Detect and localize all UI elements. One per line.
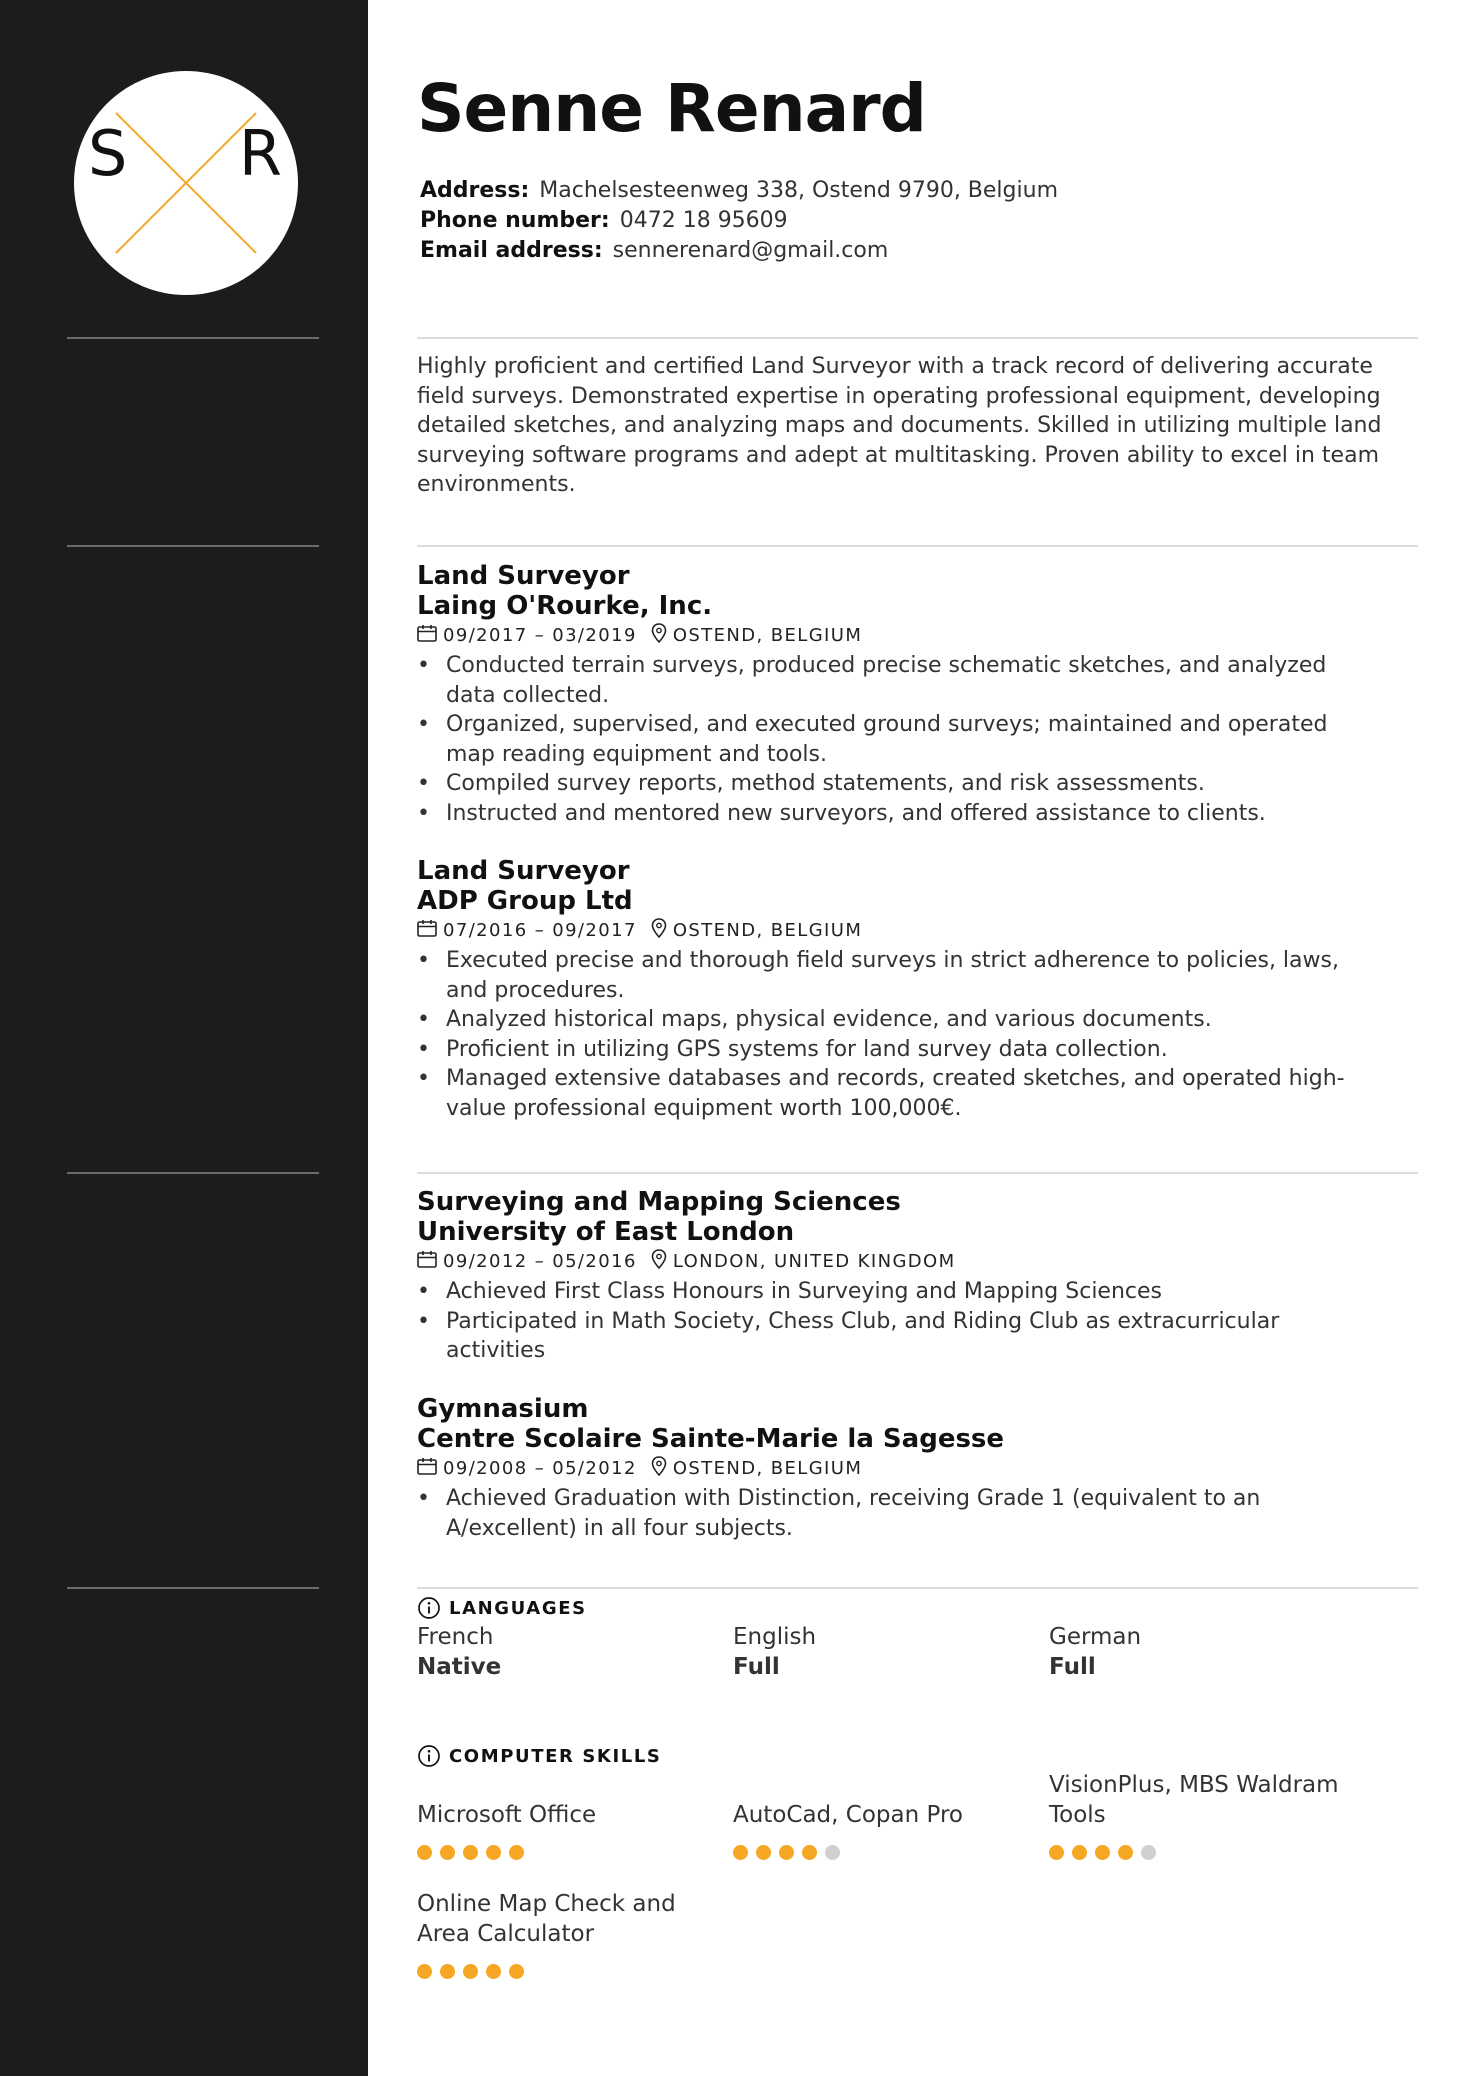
rating-dot-empty — [1141, 1845, 1156, 1860]
skill-name: Online Map Check and Area Calculator — [417, 1891, 676, 1947]
rating-dot-filled — [463, 1845, 478, 1860]
rating-dot-filled — [486, 1845, 501, 1860]
bullet-item: • Managed extensive databases and records, created sketches, and operated high-value professional equipment worth 100,000€. — [417, 1064, 1377, 1123]
profile-summary: Highly proficient and certified Land Surveyor with a track record of delivering accurate field surveys. Demonstrated expertise in operating professional equipment, developing detailed sketches, and analyzing maps and documents. Skilled in utilizing multiple land surveying software programs and adept at multitasking. Proven ability to excel in team environments. — [417, 354, 1382, 498]
location-pin-icon — [651, 1249, 667, 1274]
languages-heading — [417, 1596, 587, 1620]
entry-location: OSTEND, BELGIUM — [672, 624, 863, 646]
calendar-icon — [417, 919, 437, 942]
skill-rating — [417, 1845, 524, 1860]
school-name: University of East London — [417, 1217, 795, 1247]
degree-title: Gymnasium — [417, 1394, 589, 1424]
sidebar-divider — [67, 1172, 319, 1174]
computer-skills-heading — [417, 1744, 661, 1768]
rating-dot-filled — [779, 1845, 794, 1860]
sidebar — [0, 0, 368, 2076]
rating-dot-filled — [417, 1964, 432, 1979]
info-circle-icon — [417, 1744, 441, 1768]
sidebar-divider — [67, 545, 319, 547]
entry-location: LONDON, UNITED KINGDOM — [672, 1250, 956, 1272]
school-name: Centre Scolaire Sainte-Marie la Sagesse — [417, 1424, 1005, 1454]
section-divider — [417, 1587, 1418, 1589]
contact-address — [420, 176, 1058, 206]
contact-label: Address: — [420, 178, 530, 203]
entry-meta — [417, 621, 1418, 649]
contact-info — [420, 176, 1058, 266]
entry-dates: 09/2008 – 05/2012 — [443, 1457, 637, 1479]
employer-name: Laing O'Rourke, Inc. — [417, 591, 713, 621]
entry-meta — [417, 1454, 1418, 1482]
contact-value: sennerenard@gmail.com — [612, 238, 889, 263]
rating-dot-filled — [509, 1964, 524, 1979]
bullet-list — [417, 1484, 1418, 1543]
entry-meta — [417, 1247, 1418, 1275]
candidate-name: Senne Renard — [417, 70, 926, 147]
entry-meta — [417, 916, 1418, 944]
rating-dot-filled — [440, 1845, 455, 1860]
contact-email — [420, 236, 1058, 266]
skill-name: Microsoft Office — [417, 1802, 597, 1828]
rating-dot-filled — [1072, 1845, 1087, 1860]
bullet-item: • Analyzed historical maps, physical evidence, and various documents. — [417, 1005, 1377, 1035]
section-divider — [417, 545, 1418, 547]
computer-skill-item — [417, 1889, 717, 1949]
skill-rating — [733, 1845, 840, 1860]
computer-skill-item — [733, 1800, 1033, 1830]
monogram-last-initial: R — [238, 117, 282, 190]
language-name: English — [733, 1624, 817, 1650]
calendar-icon — [417, 624, 437, 647]
skill-name: AutoCad, Copan Pro — [733, 1802, 963, 1828]
rating-dot-filled — [756, 1845, 771, 1860]
rating-dot-filled — [486, 1964, 501, 1979]
calendar-icon — [417, 1250, 437, 1273]
contact-label: Phone number: — [420, 208, 610, 233]
entry-location: OSTEND, BELGIUM — [672, 1457, 863, 1479]
bullet-item: • Compiled survey reports, method statements, and risk assessments. — [417, 769, 1377, 799]
bullet-item: • Instructed and mentored new surveyors, and offered assistance to clients. — [417, 799, 1377, 829]
bullet-item: • Conducted terrain surveys, produced precise schematic sketches, and analyzed data collected. — [417, 651, 1377, 710]
education-entry — [417, 1187, 1418, 1366]
bullet-list — [417, 946, 1418, 1124]
bullet-list — [417, 651, 1418, 829]
entry-dates: 09/2017 – 03/2019 — [443, 624, 637, 646]
bullet-item: • Proficient in utilizing GPS systems for land survey data collection. — [417, 1035, 1377, 1065]
rating-dot-filled — [417, 1845, 432, 1860]
language-item — [1049, 1622, 1349, 1682]
section-divider — [417, 337, 1418, 339]
location-pin-icon — [651, 623, 667, 648]
calendar-icon — [417, 1457, 437, 1480]
rating-dot-filled — [802, 1845, 817, 1860]
languages-heading-label: LANGUAGES — [449, 1597, 587, 1619]
bullet-item: • Participated in Math Society, Chess Club, and Riding Club as extracurricular activities — [417, 1307, 1377, 1366]
contact-phone — [420, 206, 1058, 236]
bullet-item: • Achieved Graduation with Distinction, receiving Grade 1 (equivalent to an A/excellent) in all four subjects. — [417, 1484, 1377, 1543]
employer-name: ADP Group Ltd — [417, 886, 633, 916]
computer-skill-item — [1049, 1770, 1349, 1830]
bullet-item: • Organized, supervised, and executed ground surveys; maintained and operated map reading equipment and tools. — [417, 710, 1377, 769]
bullet-item: • Achieved First Class Honours in Surveying and Mapping Sciences — [417, 1277, 1377, 1307]
computer-skills-heading-label: COMPUTER SKILLS — [449, 1745, 662, 1767]
language-item — [733, 1622, 1033, 1682]
degree-title: Surveying and Mapping Sciences — [417, 1187, 901, 1217]
skill-rating — [417, 1964, 524, 1979]
rating-dot-filled — [509, 1845, 524, 1860]
education-entry — [417, 1394, 1418, 1543]
work-entry — [417, 561, 1418, 829]
language-level: Full — [1049, 1654, 1096, 1680]
location-pin-icon — [651, 918, 667, 943]
contact-label: Email address: — [420, 238, 603, 263]
sidebar-divider — [67, 1587, 319, 1589]
contact-value: 0472 18 95609 — [619, 208, 788, 233]
monogram-first-initial: S — [88, 117, 128, 190]
monogram-avatar — [74, 71, 298, 295]
language-name: French — [417, 1624, 494, 1650]
work-entry — [417, 856, 1418, 1124]
entry-dates: 07/2016 – 09/2017 — [443, 919, 637, 941]
entry-location: OSTEND, BELGIUM — [672, 919, 863, 941]
rating-dot-filled — [463, 1964, 478, 1979]
sidebar-divider — [67, 337, 319, 339]
rating-dot-filled — [1118, 1845, 1133, 1860]
info-circle-icon — [417, 1596, 441, 1620]
skill-rating — [1049, 1845, 1156, 1860]
skill-name: VisionPlus, MBS Waldram Tools — [1049, 1772, 1339, 1828]
language-level: Full — [733, 1654, 780, 1680]
computer-skill-item — [417, 1800, 717, 1830]
rating-dot-filled — [440, 1964, 455, 1979]
location-pin-icon — [651, 1456, 667, 1481]
contact-value: Machelsesteenweg 338, Ostend 9790, Belgium — [539, 178, 1058, 203]
rating-dot-filled — [1095, 1845, 1110, 1860]
rating-dot-filled — [1049, 1845, 1064, 1860]
section-divider — [417, 1172, 1418, 1174]
rating-dot-empty — [825, 1845, 840, 1860]
job-title: Land Surveyor — [417, 561, 630, 591]
language-item — [417, 1622, 717, 1682]
language-level: Native — [417, 1654, 502, 1680]
rating-dot-filled — [733, 1845, 748, 1860]
bullet-list — [417, 1277, 1418, 1366]
bullet-item: • Executed precise and thorough field surveys in strict adherence to policies, laws, and procedures. — [417, 946, 1377, 1005]
job-title: Land Surveyor — [417, 856, 630, 886]
language-name: German — [1049, 1624, 1142, 1650]
entry-dates: 09/2012 – 05/2016 — [443, 1250, 637, 1272]
